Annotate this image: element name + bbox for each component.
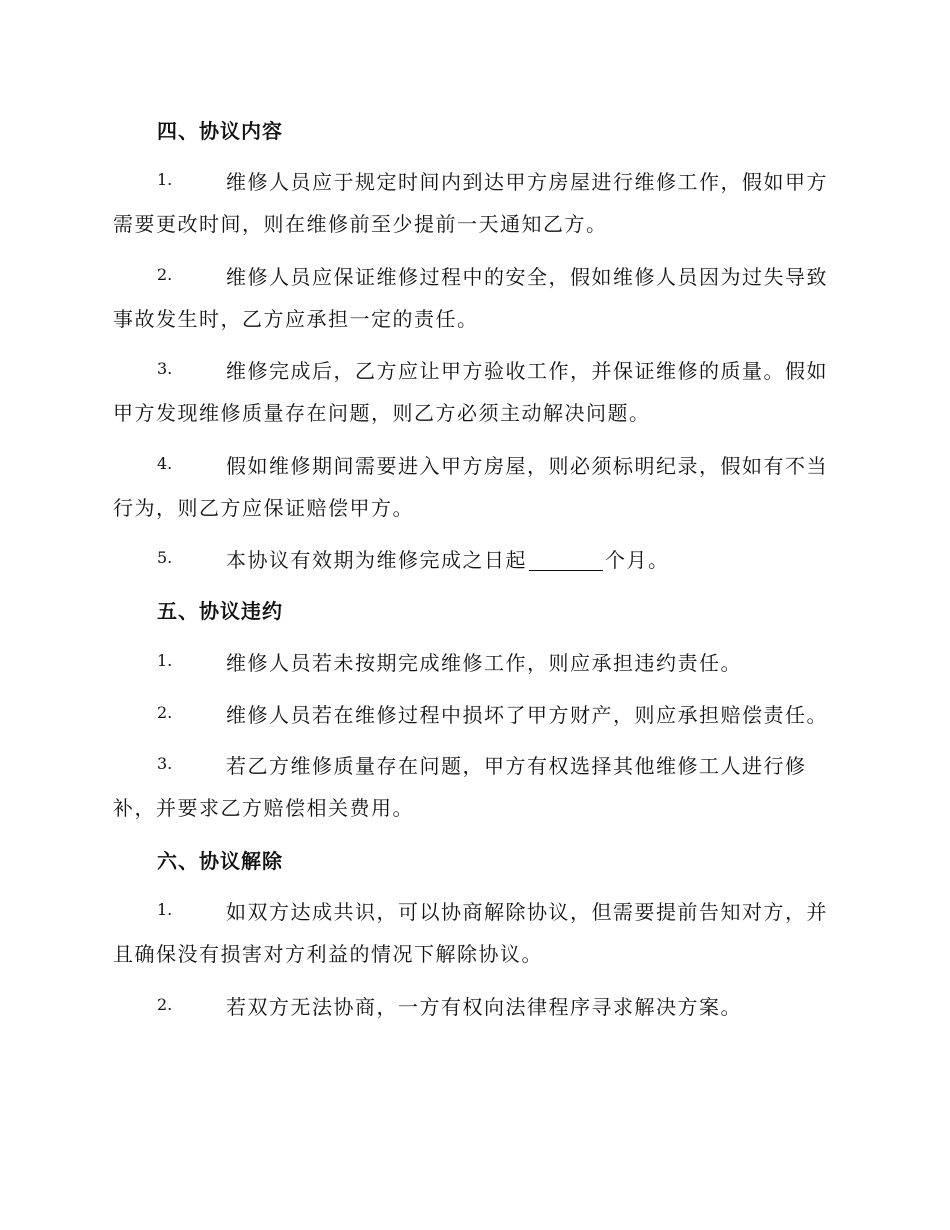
clause-text-before-blank: 本协议有效期为维修完成之日起 (226, 548, 527, 572)
clause-number: 4. (157, 454, 173, 473)
section-heading-4: 四、协议内容 (157, 119, 283, 143)
clause-text-line2: 事故发生时，乙方应承担一定的责任。 (113, 307, 479, 331)
clause-text-line1: 维修人员若在维修过程中损坏了甲方财产，则应承担赔偿责任。 (226, 703, 828, 727)
clause-number: 1. (157, 170, 173, 189)
clause-number: 2. (157, 703, 173, 722)
clause-text-line2: 且确保没有损害对方利益的情况下解除协议。 (113, 942, 543, 966)
clause-number: 2. (157, 265, 173, 284)
clause-text-line1: 假如维修期间需要进入甲方房屋，则必须标明纪录，假如有不当 (226, 454, 828, 478)
clause-text-line2: 甲方发现维修质量存在问题，则乙方必须主动解决问题。 (113, 401, 651, 425)
clause-text-line1: 维修人员应于规定时间内到达甲方房屋进行维修工作，假如甲方 (226, 170, 828, 194)
clause-text-line1: 若乙方维修质量存在问题，甲方有权选择其他维修工人进行修 (226, 754, 807, 778)
clause-number: 1. (157, 651, 173, 670)
clause-text-after-blank: 个月。 (605, 548, 670, 572)
clause-number: 5. (157, 548, 173, 567)
clause-number: 2. (157, 995, 173, 1014)
clause-number: 1. (157, 900, 173, 919)
clause-text-line1: 若双方无法协商，一方有权向法律程序寻求解决方案。 (226, 995, 742, 1019)
clause-text-line1: 如双方达成共识，可以协商解除协议，但需要提前告知对方，并 (226, 900, 828, 924)
clause-text-line1 (226, 544, 670, 573)
section-heading-5: 五、协议违约 (157, 599, 283, 623)
fill-in-blank[interactable] (529, 548, 603, 571)
clause-text-line1: 维修完成后，乙方应让甲方验收工作，并保证维修的质量。假如 (226, 359, 828, 383)
clause-text-line1: 维修人员应保证维修过程中的安全，假如维修人员因为过失导致 (226, 265, 828, 289)
clause-text-line2: 需要更改时间，则在维修前至少提前一天通知乙方。 (113, 212, 608, 236)
clause-number: 3. (157, 754, 173, 773)
clause-text-line2: 行为，则乙方应保证赔偿甲方。 (113, 496, 414, 520)
clause-number: 3. (157, 359, 173, 378)
clause-text-line2: 补，并要求乙方赔偿相关费用。 (113, 796, 414, 820)
section-heading-6: 六、协议解除 (157, 849, 283, 873)
clause-text-line1: 维修人员若未按期完成维修工作，则应承担违约责任。 (226, 651, 742, 675)
